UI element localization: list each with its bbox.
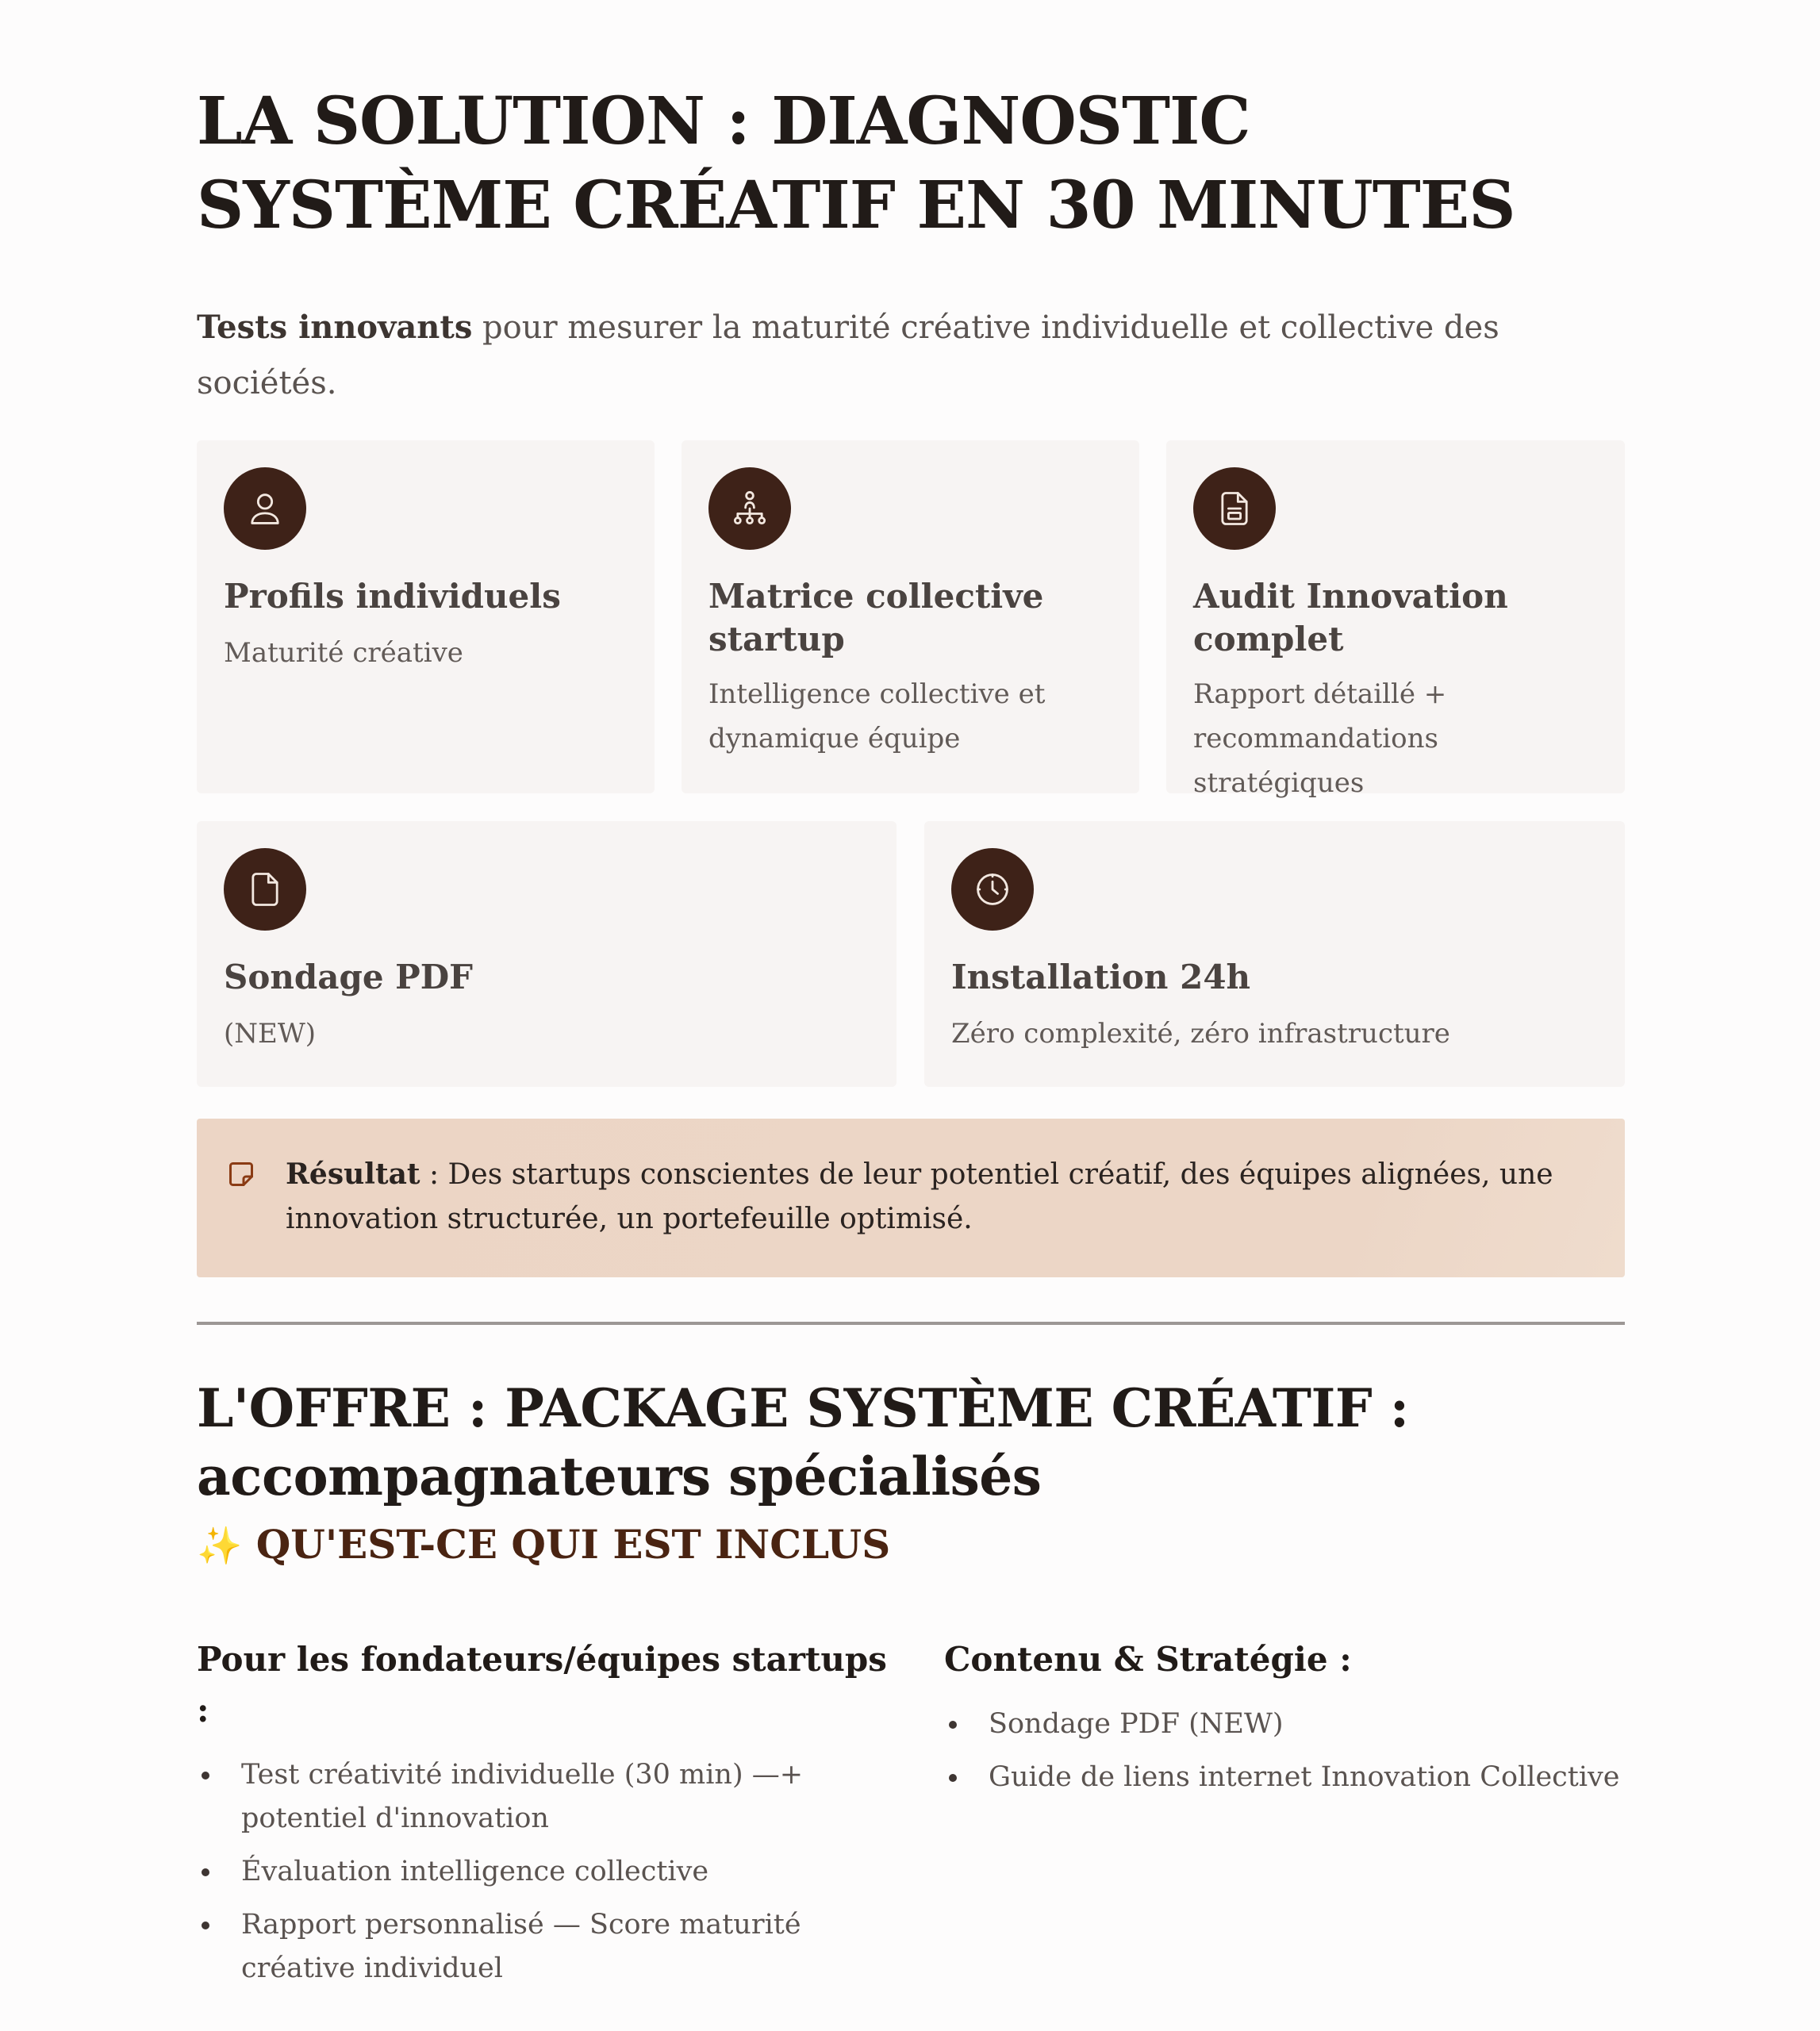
card-title: Matrice collective startup — [708, 577, 1044, 658]
network-icon — [708, 467, 791, 550]
result-callout — [197, 1119, 1625, 1277]
card-description: (NEW) — [224, 1018, 317, 1050]
feature-card-matrice — [682, 440, 1139, 793]
result-text — [286, 1152, 1587, 1242]
list-item-text: Test créativité individuelle (30 min) —+ potentiel d'innovation — [241, 1759, 804, 1834]
list-item-text: Guide de liens internet Innovation Collective — [989, 1761, 1620, 1793]
solution-lead — [197, 300, 1625, 411]
bullet-icon — [949, 1721, 957, 1729]
card-title: Sondage PDF — [224, 958, 473, 996]
card-description: Zéro complexité, zéro infrastructure — [951, 1018, 1450, 1050]
column-heading: Contenu & Stratégie : — [944, 1640, 1352, 1679]
list-item-text: Sondage PDF (NEW) — [989, 1708, 1284, 1740]
user-icon — [224, 467, 306, 550]
card-description: Rapport détaillé + recommandations stratégiques — [1193, 678, 1447, 799]
card-description: Intelligence collective et dynamique équipe — [708, 678, 1046, 754]
feature-card-sondage — [197, 821, 897, 1087]
included-heading — [197, 1518, 890, 1572]
result-label: Résultat — [286, 1158, 420, 1191]
list-item — [197, 1903, 895, 1991]
section-divider — [197, 1322, 1625, 1325]
column-heading: Pour les fondateurs/équipes startups : — [197, 1640, 887, 1730]
solution-title: LA SOLUTION : DIAGNOSTIC SYSTÈME CRÉATIF EN 30 MINUTES — [197, 83, 1515, 244]
feature-card-profils — [197, 440, 655, 793]
bullet-icon — [202, 1868, 209, 1876]
document-icon — [224, 848, 306, 931]
clock-icon — [951, 848, 1034, 931]
bullet-icon — [949, 1774, 957, 1782]
note-icon — [227, 1160, 255, 1188]
list-item-text: Évaluation intelligence collective — [241, 1856, 709, 1887]
column-founders — [197, 1634, 895, 2000]
report-icon — [1193, 467, 1276, 550]
offer-title: L'OFFRE : PACKAGE SYSTÈME CRÉATIF : accompagnateurs spécialisés — [197, 1377, 1409, 1507]
column-content-strategy — [944, 1634, 1625, 1809]
bullet-icon — [202, 1772, 209, 1780]
card-title: Installation 24h — [951, 958, 1251, 996]
list-item — [197, 1753, 895, 1841]
card-description: Maturité créative — [224, 637, 463, 669]
sparkles-icon: ✨ — [197, 1524, 243, 1567]
card-title: Audit Innovation complet — [1193, 577, 1508, 658]
bullet-icon — [202, 1922, 209, 1929]
founders-list — [197, 1753, 895, 1991]
lead-bold: Tests innovants — [197, 309, 473, 346]
list-item — [197, 1850, 895, 1894]
lead-text: pour mesurer la maturité créative individuelle et collective des sociétés. — [197, 309, 1499, 401]
list-item-text: Rapport personnalisé — Score maturité créative individuel — [241, 1909, 801, 1984]
content-list — [944, 1703, 1625, 1799]
feature-card-audit — [1166, 440, 1625, 799]
feature-card-installation — [924, 821, 1625, 1087]
included-heading-text: QU'EST-CE QUI EST INCLUS — [255, 1521, 891, 1568]
list-item — [944, 1703, 1625, 1746]
list-item — [944, 1756, 1625, 1799]
result-body: : Des startups conscientes de leur potentiel créatif, des équipes alignées, une innovation structurée, un portefeuille optimisé. — [286, 1158, 1553, 1235]
card-title: Profils individuels — [224, 577, 561, 616]
